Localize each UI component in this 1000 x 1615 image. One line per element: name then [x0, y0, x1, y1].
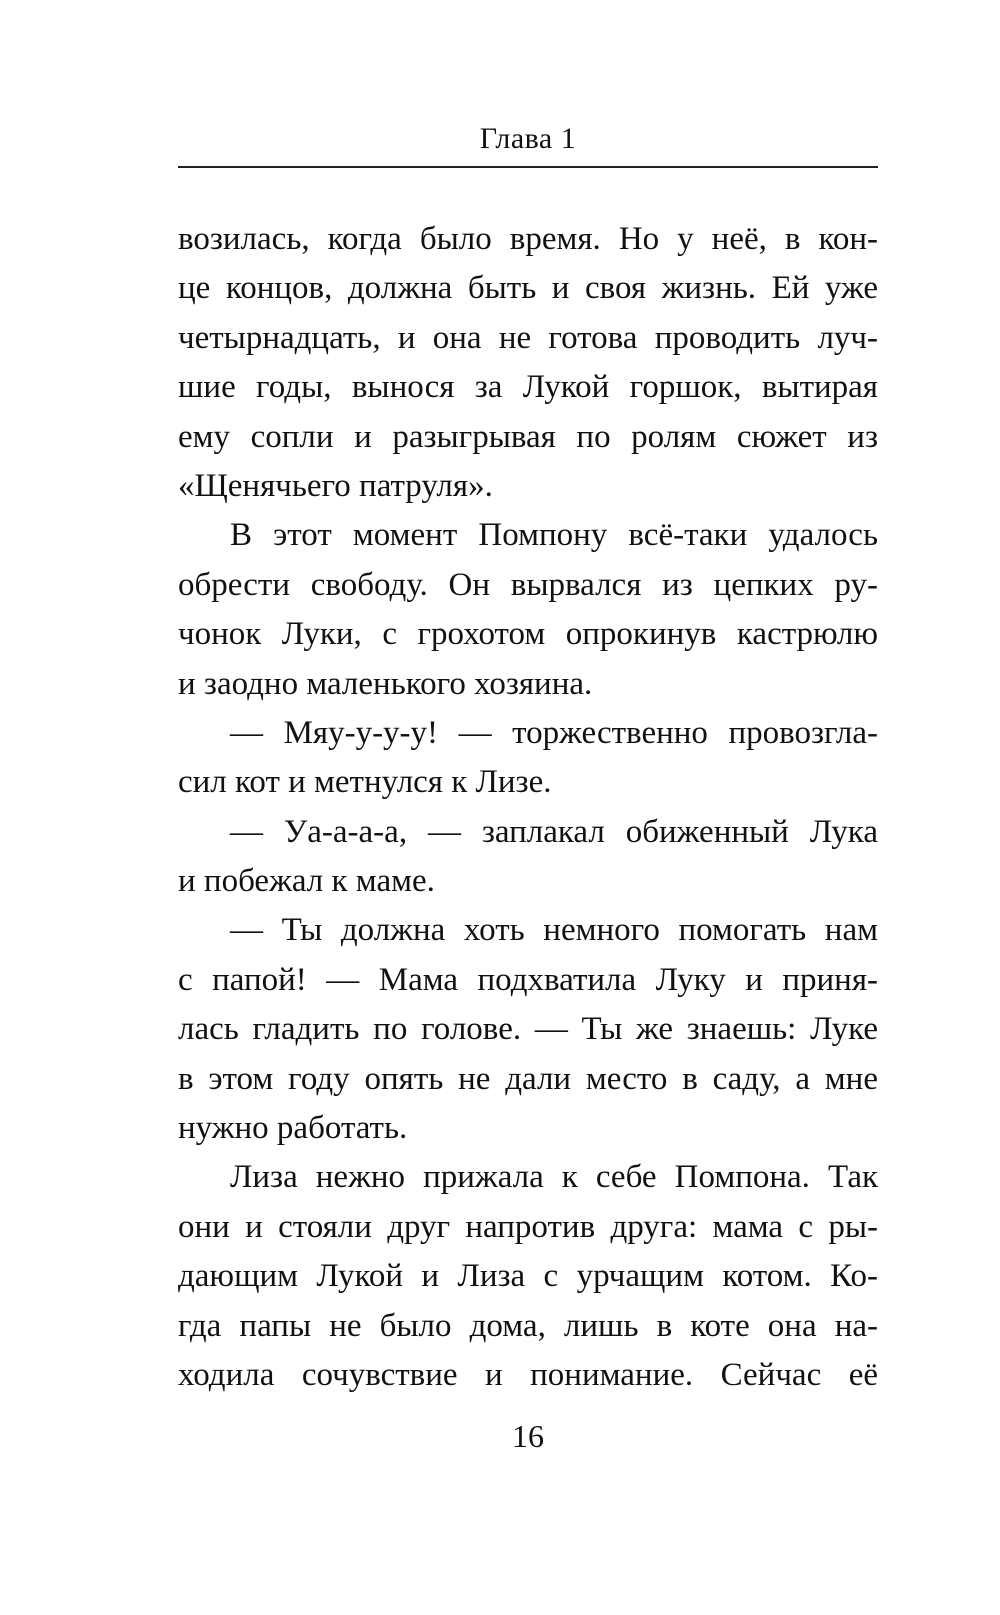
text-line: це концов, должна быть и своя жизнь. Ей уже — [178, 270, 878, 307]
text-line: — Ты должна хоть немного помогать нам — [230, 912, 878, 949]
text-line: — Уа-а-а-а, — заплакал обиженный Лука — [230, 813, 878, 850]
text-line: чонок Луки, с грохотом опрокинув кастрюлю — [178, 616, 878, 653]
chapter-title: Глава 1 — [479, 122, 577, 155]
text-line: нужно работать. — [178, 1110, 408, 1147]
text-line: ему сопли и разыгрывая по ролям сюжет из — [178, 418, 878, 455]
text-line: в этом году опять не дали место в саду, а мне — [178, 1060, 878, 1097]
body-text — [178, 215, 878, 1400]
text-line: с папой! — Мама подхватила Луку и приня- — [178, 961, 878, 998]
text-line: и заодно маленького хозяина. — [178, 665, 593, 702]
text-line: шие годы, вынося за Лукой горшок, вытирая — [178, 369, 878, 406]
text-line: гда папы не было дома, лишь в коте она на- — [178, 1307, 878, 1344]
text-line: «Щенячьего патруля». — [178, 467, 493, 504]
text-line: ходила сочувствие и понимание. Сейчас её — [178, 1356, 878, 1393]
text-line: обрести свободу. Он вырвался из цепких ру- — [178, 566, 878, 603]
text-line: они и стояли друг напротив друга: мама с ры- — [178, 1208, 878, 1245]
header-divider — [178, 166, 878, 168]
text-line: лась гладить по голове. — Ты же знаешь: Луке — [178, 1011, 878, 1048]
text-line: сил кот и метнулся к Лизе. — [178, 764, 552, 801]
text-line: четырнадцать, и она не готова проводить луч- — [178, 319, 878, 356]
text-line: дающим Лукой и Лиза с урчащим котом. Ко- — [178, 1258, 878, 1295]
text-line: возилась, когда было время. Но у неё, в кон- — [178, 221, 878, 257]
text-line: Лиза нежно прижала к себе Помпона. Так — [230, 1159, 878, 1196]
text-line: В этот момент Помпону всё-таки удалось — [230, 517, 878, 554]
text-line: — Мяу-у-у-у! — торжественно провозгла- — [230, 714, 878, 751]
text-line: и побежал к маме. — [178, 863, 435, 900]
page-number: 16 — [512, 1418, 544, 1454]
